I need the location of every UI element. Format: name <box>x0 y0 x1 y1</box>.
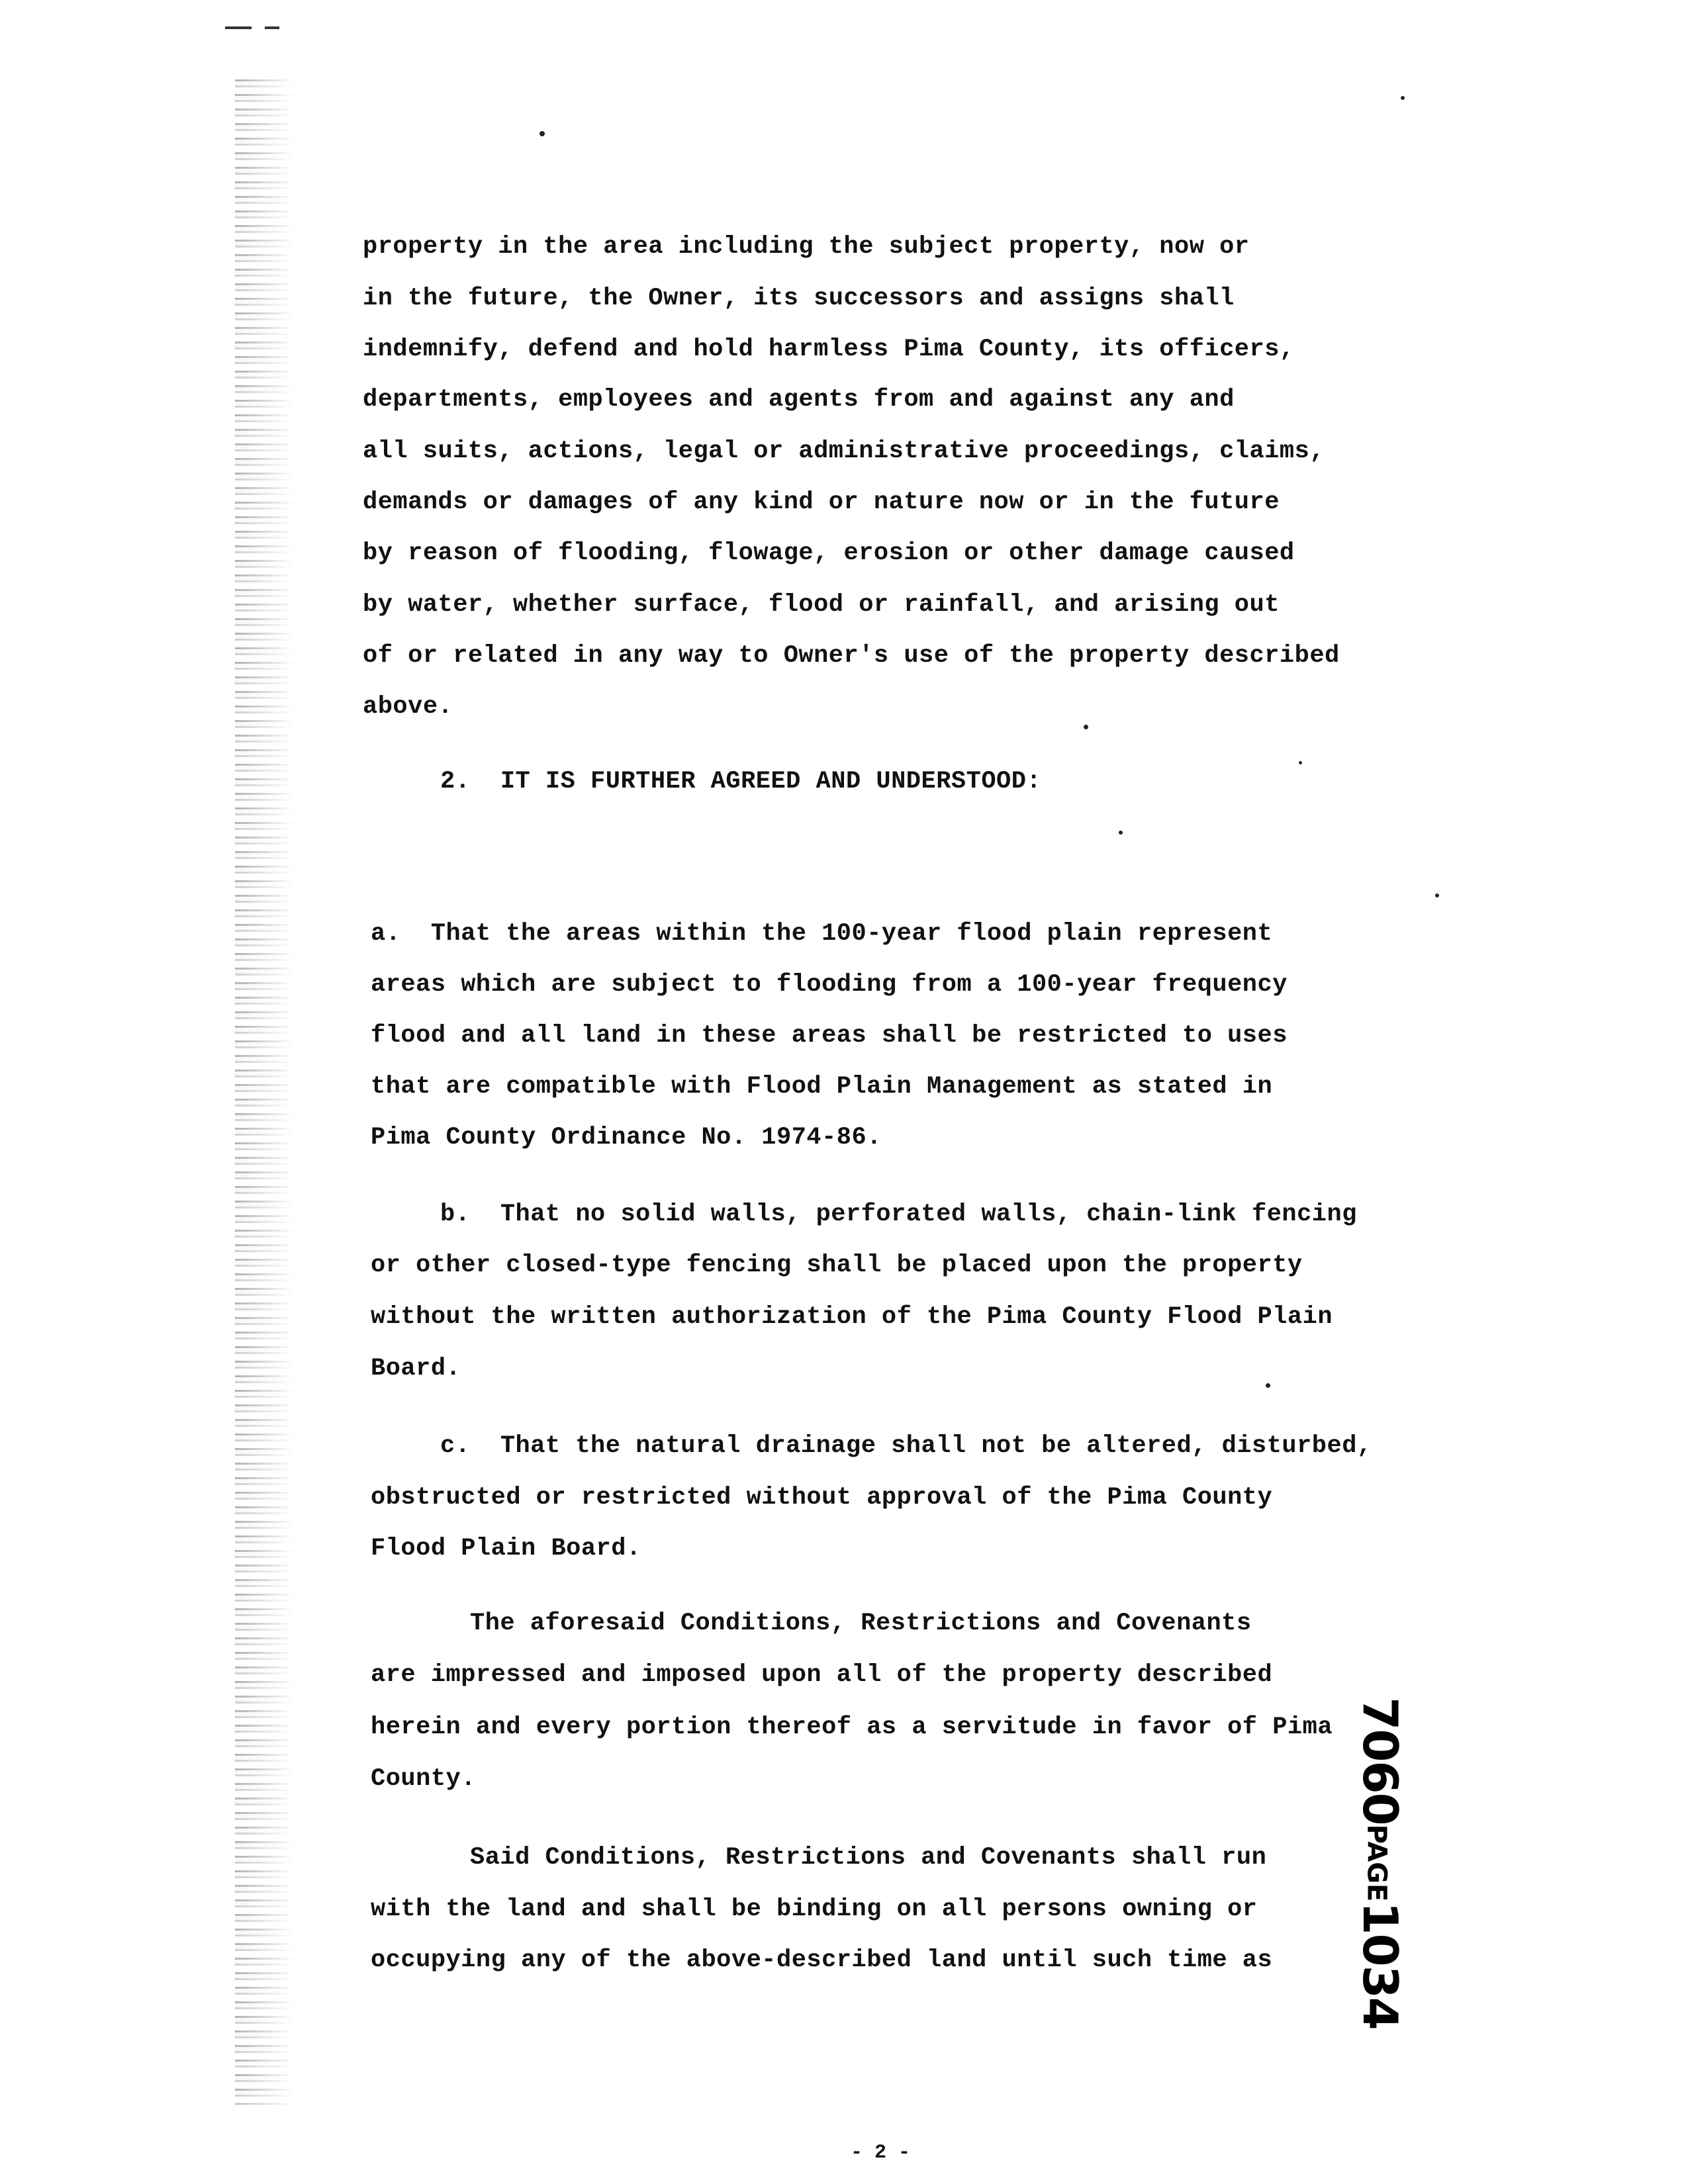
item-b-line-3: without the written authorization of the Pima County Flood Plain <box>371 1303 1333 1331</box>
scan-speck <box>1299 761 1302 764</box>
scan-speck <box>1084 725 1088 729</box>
section-heading: 2. IT IS FURTHER AGREED AND UNDERSTOOD: <box>440 768 1042 796</box>
scan-speck <box>1435 893 1439 897</box>
aforesaid-line-2: are impressed and imposed upon all of the property described <box>371 1661 1273 1689</box>
stamp-docket: 7060 <box>1352 1697 1408 1825</box>
recording-stamp-text <box>1352 1697 1408 2029</box>
page-number: - 2 - <box>851 2142 911 2164</box>
scan-speck <box>539 131 545 136</box>
aforesaid-line-3: herein and every portion thereof as a servitude in favor of Pima <box>371 1713 1333 1741</box>
body-line-6: demands or damages of any kind or nature now or in the future <box>363 488 1280 516</box>
aforesaid-line-4: County. <box>371 1765 476 1793</box>
aforesaid-line-1: The aforesaid Conditions, Restrictions and Covenants <box>470 1610 1252 1637</box>
item-c-line-1: c. That the natural drainage shall not be altered, disturbed, <box>440 1432 1372 1460</box>
body-line-9: of or related in any way to Owner's use of the property described <box>363 642 1340 670</box>
scan-speck <box>1401 96 1405 100</box>
body-line-4: departments, employees and agents from and against any and <box>363 386 1235 414</box>
body-line-3: indemnify, defend and hold harmless Pima County, its officers, <box>363 336 1295 363</box>
body-line-5: all suits, actions, legal or administrative proceedings, claims, <box>363 437 1325 465</box>
body-line-2: in the future, the Owner, its successors and assigns shall <box>363 285 1235 312</box>
scan-speck <box>1119 831 1123 835</box>
item-a-line-1: a. That the areas within the 100-year flood plain represent <box>371 920 1273 948</box>
scan-speck <box>1266 1383 1270 1388</box>
item-c-line-2: obstructed or restricted without approval of the Pima County <box>371 1484 1273 1512</box>
body-line-10: above. <box>363 693 453 721</box>
said-line-3: occupying any of the above-described land until such time as <box>371 1946 1273 1974</box>
item-b-line-2: or other closed-type fencing shall be placed upon the property <box>371 1251 1303 1279</box>
item-b-line-4: Board. <box>371 1355 461 1383</box>
recording-stamp <box>1344 1697 1417 2029</box>
stamp-page: 1034 <box>1352 1901 1408 2029</box>
scan-shadow-edge <box>235 79 295 2105</box>
item-a-line-2: areas which are subject to flooding from a 100-year frequency <box>371 971 1288 999</box>
item-a-line-4: that are compatible with Flood Plain Management as stated in <box>371 1073 1273 1101</box>
body-line-7: by reason of flooding, flowage, erosion or other damage caused <box>363 539 1295 567</box>
scan-mark <box>225 26 252 29</box>
item-b-line-1: b. That no solid walls, perforated walls, chain-link fencing <box>440 1201 1357 1228</box>
stamp-page-label: PAGE <box>1361 1824 1392 1902</box>
said-line-2: with the land and shall be binding on all persons owning or <box>371 1895 1258 1923</box>
item-a-line-5: Pima County Ordinance No. 1974-86. <box>371 1124 882 1152</box>
item-a-line-3: flood and all land in these areas shall be restricted to uses <box>371 1022 1288 1050</box>
body-line-1: property in the area including the subject property, now or <box>363 233 1250 261</box>
item-c-line-3: Flood Plain Board. <box>371 1535 641 1563</box>
scan-mark <box>265 26 279 29</box>
body-line-8: by water, whether surface, flood or rainfall, and arising out <box>363 591 1280 619</box>
said-line-1: Said Conditions, Restrictions and Covenants shall run <box>470 1844 1267 1872</box>
